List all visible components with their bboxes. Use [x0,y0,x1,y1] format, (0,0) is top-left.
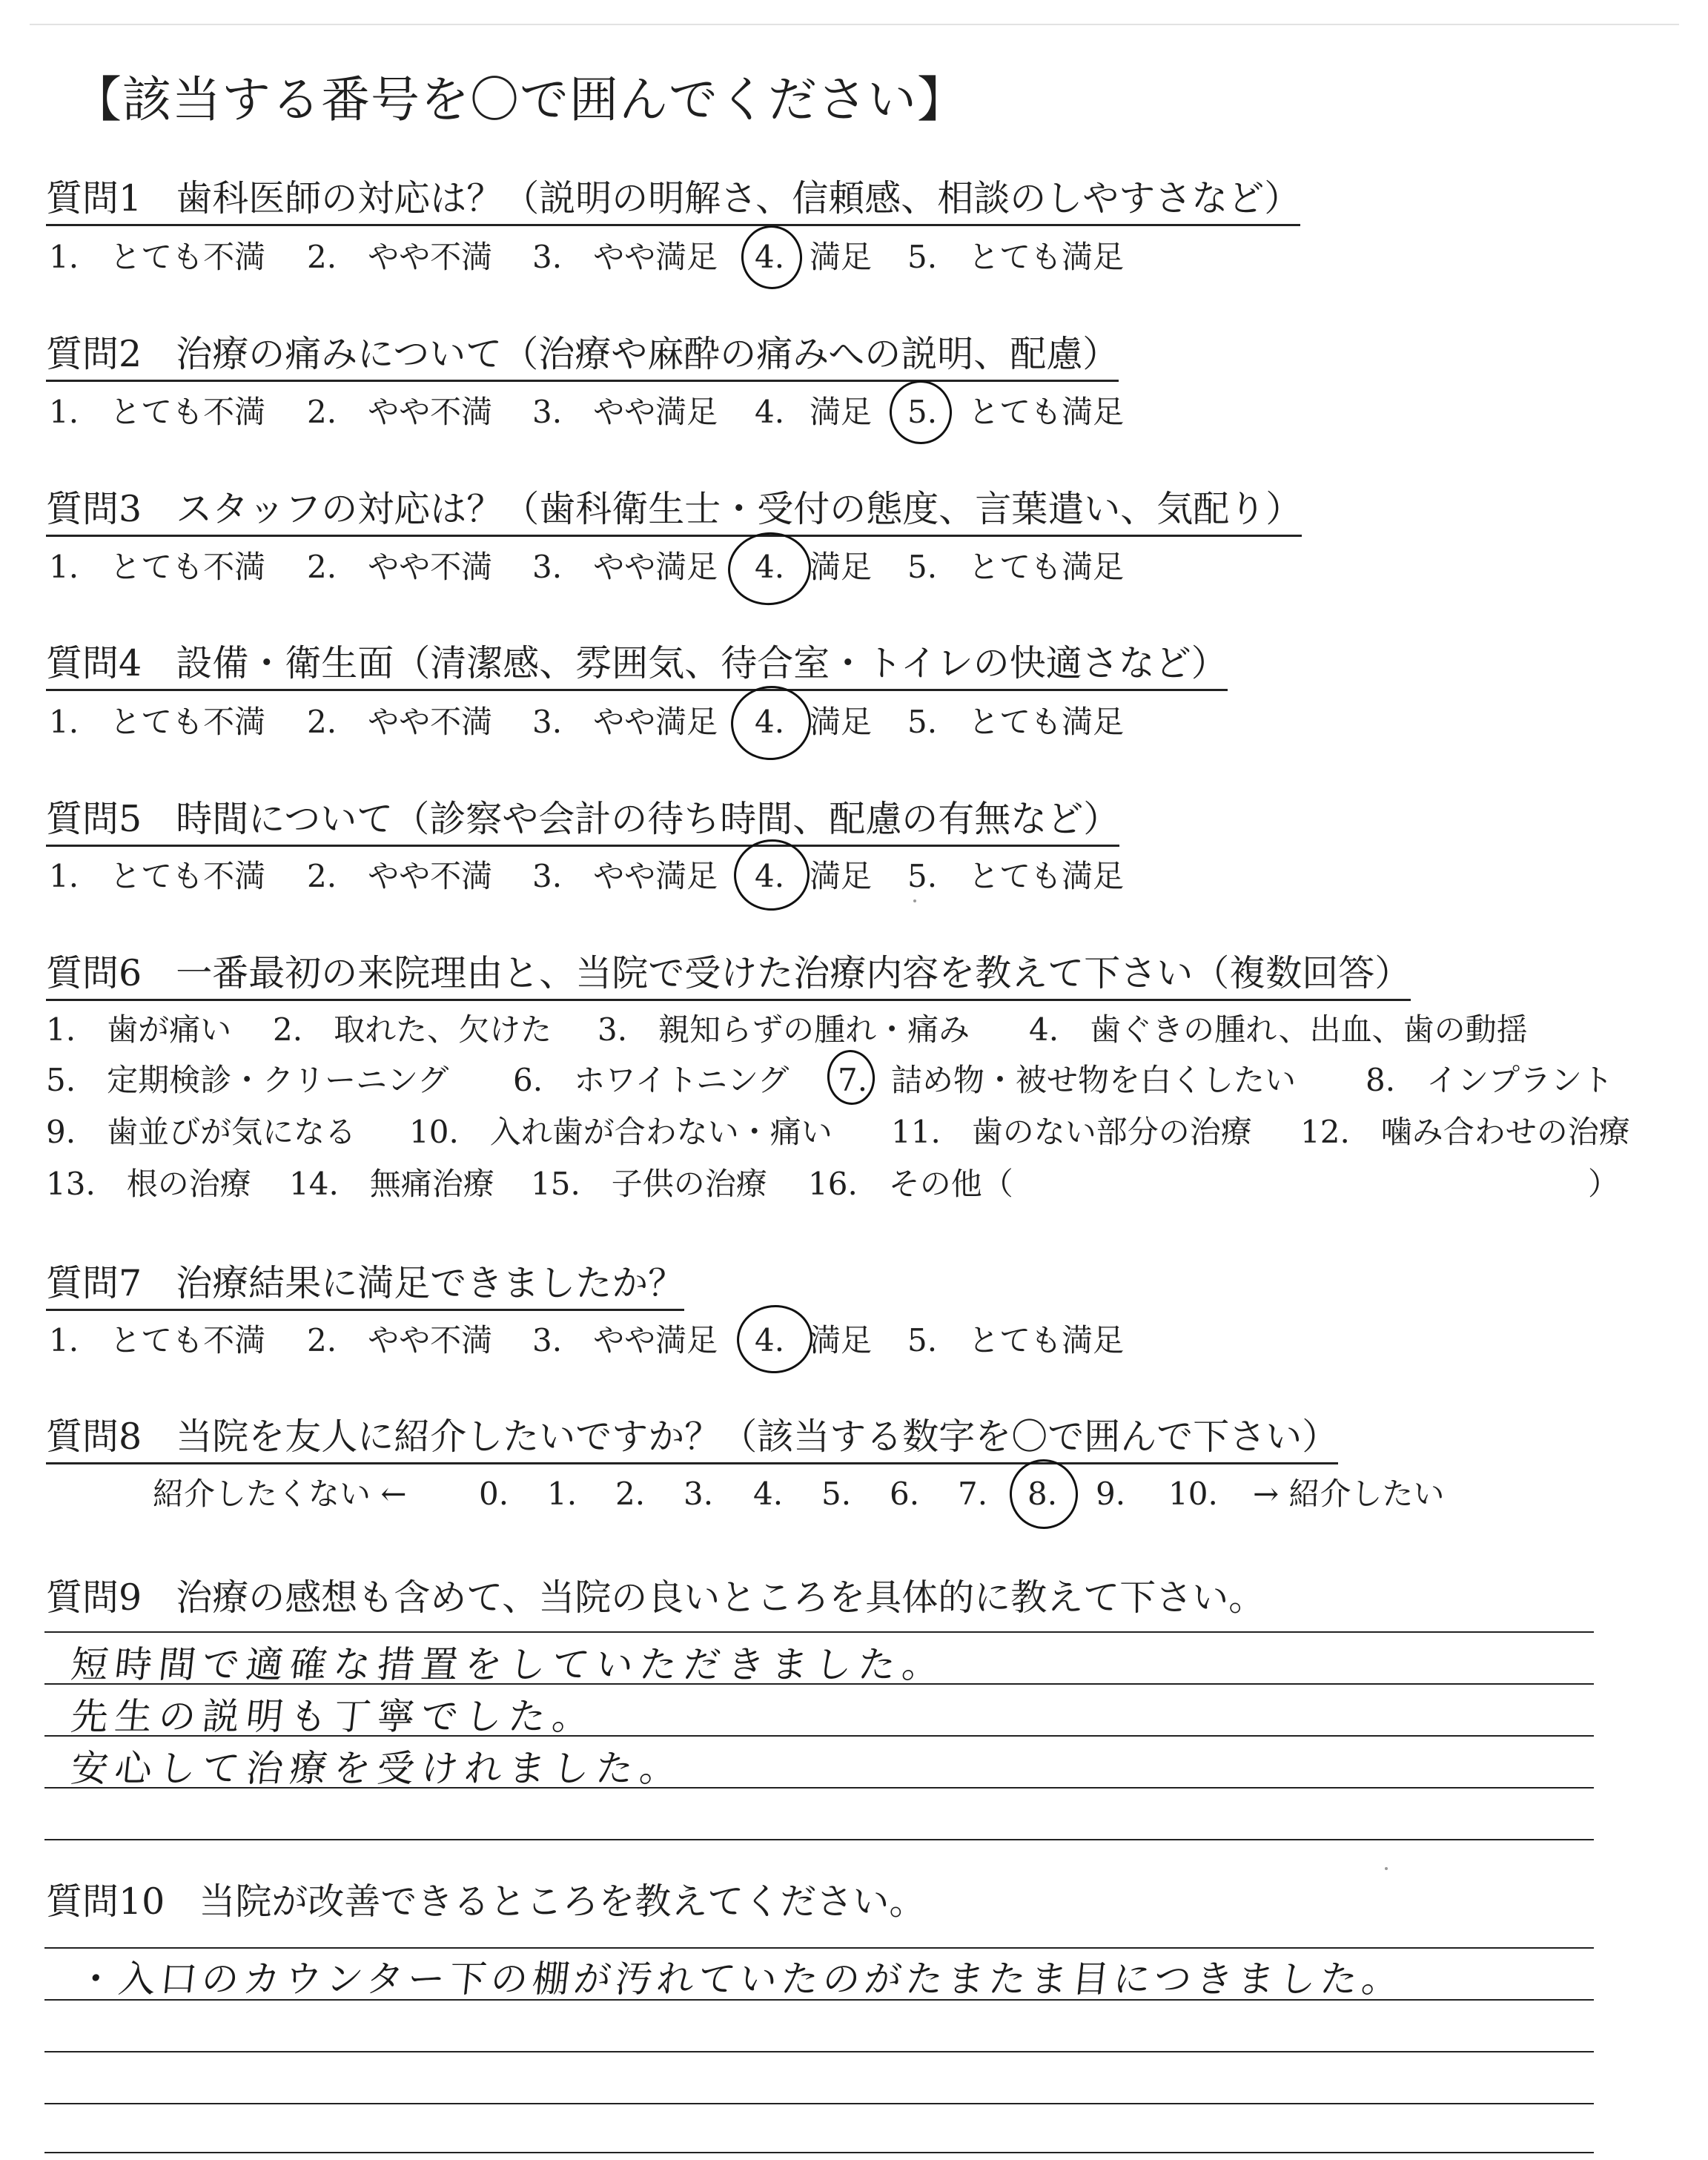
reason-option-10[interactable]: 10. 入れ歯が合わない・痛い [409,1114,833,1150]
question-text: 時間について（診察や会計の待ち時間、配慮の有無など） [176,798,1120,840]
option-4[interactable]: 4. [755,858,785,894]
option-4-label: 満足 [810,858,873,894]
question-text: 治療の感想も含めて、当院の良いところを具体的に教えて下さい。 [176,1576,1265,1619]
question-7-title [46,1262,685,1311]
option-5[interactable]: 5. とても満足 [907,1322,1125,1358]
scale-6[interactable]: 6. [890,1476,920,1512]
option-4[interactable]: 4. [755,704,785,740]
question-number: 質問9 [46,1576,142,1619]
answer-line [44,2152,1594,2153]
option-1[interactable]: 1. とても不満 [49,394,266,430]
question-2-title [46,333,1119,382]
option-4[interactable]: 4. [755,549,785,585]
handwritten-answer-line: 短時間で適確な措置をしていただきました。 [68,1643,949,1686]
option-3[interactable]: 3. やや満足 [532,394,718,430]
question-number: 質問8 [46,1416,142,1458]
scale-right-label: → 紹介したい [1253,1476,1445,1512]
selected-answer-circle [724,528,815,609]
question-text: 一番最初の来院理由と、当院で受けた治療内容を教えて下さい（複数回答） [176,952,1411,994]
question-text: 歯科医師の対応は？（説明の明解さ、信頼感、相談のしやすさなど） [176,177,1301,219]
question-9-title [46,1576,1265,1623]
option-1[interactable]: 1. とても不満 [49,1322,266,1358]
reason-option-13[interactable]: 13. 根の治療 [46,1166,251,1202]
selected-answer-circle [738,222,806,292]
question-text: 当院を友人に紹介したいですか？（該当する数字を〇で囲んで下さい） [176,1416,1339,1458]
option-5[interactable]: 5. とても満足 [907,549,1125,585]
reason-option-6[interactable]: 6. ホワイトニング [513,1062,790,1098]
scale-10[interactable]: 10. [1168,1476,1218,1512]
option-1[interactable]: 1. とても不満 [49,858,266,894]
option-5[interactable]: 5. とても満足 [907,704,1125,740]
scan-speck [1385,1867,1388,1870]
reason-option-9[interactable]: 9. 歯並びが気になる [46,1114,357,1150]
reason-option-15[interactable]: 15. 子供の治療 [531,1166,767,1202]
option-4-label: 満足 [810,704,873,740]
question-text: 設備・衛生面（清潔感、雰囲気、待合室・トイレの快適さなど） [176,642,1228,684]
other-close-paren: ） [1588,1166,1620,1202]
reason-option-7[interactable]: 7. [838,1062,868,1098]
selected-answer-circle [730,836,812,914]
option-2[interactable]: 2. やや不満 [307,704,493,740]
handwritten-answer-line: 先生の説明も丁寧でした。 [68,1695,599,1738]
option-3[interactable]: 3. やや満足 [532,1322,718,1358]
option-3[interactable]: 3. やや満足 [532,239,718,275]
handwritten-answer-line: ・入口のカウンター下の棚が汚れていたのがたまたま目につきました。 [74,1958,1406,2001]
reason-option-5[interactable]: 5. 定期検診・クリーニング [46,1062,449,1098]
scale-5[interactable]: 5. [821,1476,852,1512]
scale-left-label: 紹介したくない ← [153,1476,407,1512]
option-3[interactable]: 3. やや満足 [532,858,718,894]
question-5-title [46,798,1120,847]
scale-7[interactable]: 7. [958,1476,988,1512]
selected-answer-circle [824,1048,877,1107]
selected-answer-circle [733,1301,815,1377]
scale-8[interactable]: 8. [1027,1476,1058,1512]
option-3[interactable]: 3. やや満足 [532,704,718,740]
reason-option-4[interactable]: 4. 歯ぐきの腫れ、出血、歯の動揺 [1029,1011,1528,1048]
scan-speck [913,899,916,902]
option-3[interactable]: 3. やや満足 [532,549,718,585]
question-number: 質問7 [46,1262,142,1304]
scale-4[interactable]: 4. [753,1476,784,1512]
question-number: 質問2 [46,333,142,375]
question-4-title [46,642,1228,691]
question-text: 治療の痛みについて（治療や麻酔の痛みへの説明、配慮） [176,333,1119,375]
question-1-title [46,177,1301,226]
question-number: 質問5 [46,798,142,840]
top-rule [30,24,1679,25]
option-4-label: 満足 [810,549,873,585]
option-4-label: 満足 [810,239,873,275]
question-3-title [46,488,1302,537]
reason-option-11[interactable]: 11. 歯のない部分の治療 [891,1114,1252,1150]
reason-option-16[interactable]: 16. その他（ [808,1166,1013,1202]
scale-1[interactable]: 1. [547,1476,577,1512]
scale-9[interactable]: 9. [1096,1476,1126,1512]
answer-line [44,1839,1594,1840]
option-2[interactable]: 2. やや不満 [307,858,493,894]
option-4-label: 満足 [810,394,873,430]
option-2[interactable]: 2. やや不満 [307,239,493,275]
question-number: 質問1 [46,177,142,219]
question-number: 質問6 [46,952,142,994]
selected-answer-circle [887,377,956,447]
question-text: スタッフの対応は？（歯科衛生士・受付の態度、言葉遣い、気配り） [176,488,1302,530]
reason-option-7-label: 詰め物・被せ物を白くしたい [891,1062,1297,1098]
option-2[interactable]: 2. やや不満 [307,394,493,430]
answer-line [44,1631,1594,1633]
answer-line [44,2051,1594,2052]
option-2[interactable]: 2. やや不満 [307,1322,493,1358]
answer-line [44,1947,1594,1949]
reason-option-14[interactable]: 14. 無痛治療 [289,1166,494,1202]
reason-option-2[interactable]: 2. 取れた、欠けた [273,1011,552,1048]
question-number: 質問4 [46,642,142,684]
option-4-label: 満足 [810,1322,873,1358]
question-10-title [46,1880,926,1927]
scale-3[interactable]: 3. [683,1476,714,1512]
reason-option-3[interactable]: 3. 親知らずの腫れ・痛み [598,1011,970,1048]
option-1[interactable]: 1. とても不満 [49,239,266,275]
option-5[interactable]: 5. とても満足 [907,239,1125,275]
selected-answer-circle [1006,1456,1081,1532]
question-number: 質問3 [46,488,142,530]
answer-line [44,2103,1594,2104]
option-5[interactable]: 5. とても満足 [907,394,1125,430]
reason-option-8[interactable]: 8. インプラント [1366,1062,1614,1098]
option-4[interactable]: 4. [755,1322,785,1358]
handwritten-answer-line: 安心して治療を受けれました。 [68,1747,686,1790]
option-4[interactable]: 4. [755,239,785,275]
option-1[interactable]: 1. とても不満 [49,704,266,740]
scale-2[interactable]: 2. [615,1476,646,1512]
option-4[interactable]: 4. [755,394,785,430]
option-2[interactable]: 2. やや不満 [307,549,493,585]
question-6-title [46,952,1411,1001]
question-number: 質問10 [46,1880,165,1923]
reason-option-12[interactable]: 12. 噛み合わせの治療 [1300,1114,1630,1150]
scale-0[interactable]: 0. [479,1476,509,1512]
question-8-title [46,1418,1338,1464]
page-title: 【該当する番号を〇で囲んでください】 [73,71,967,128]
selected-answer-circle [727,682,815,764]
option-5[interactable]: 5. とても満足 [907,858,1125,894]
question-text: 治療結果に満足できましたか？ [176,1262,685,1304]
reason-option-1[interactable]: 1. 歯が痛い [46,1011,232,1048]
question-text: 当院が改善できるところを教えてください。 [199,1880,926,1923]
option-1[interactable]: 1. とても不満 [49,549,266,585]
